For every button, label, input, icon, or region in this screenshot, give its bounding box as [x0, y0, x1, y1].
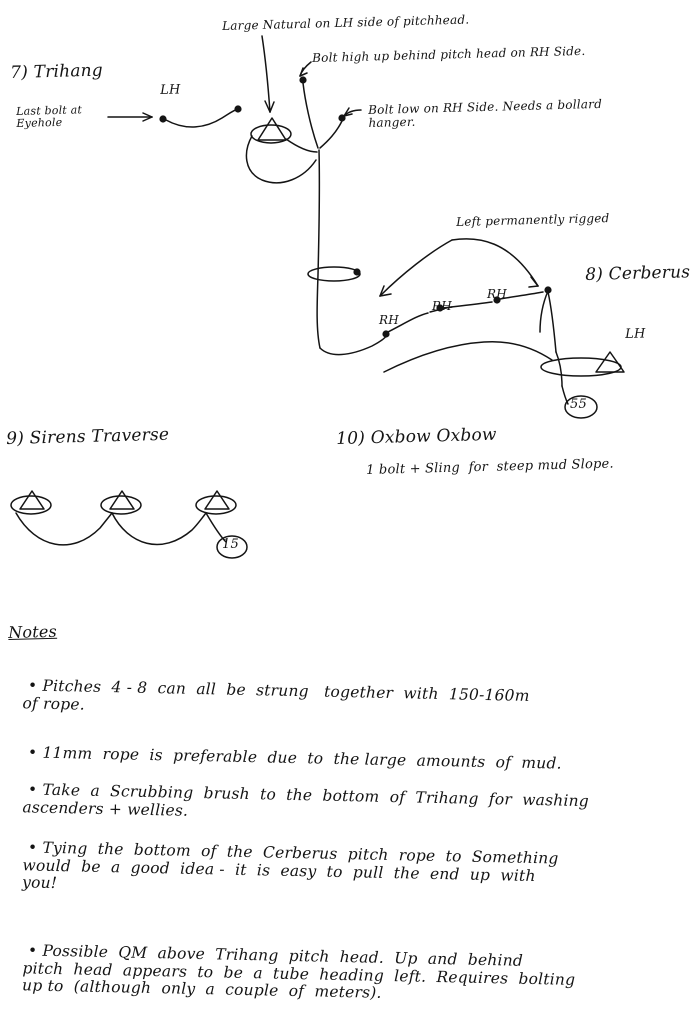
bullet-icon: • — [27, 941, 43, 961]
label-cerberus-lh: LH — [624, 326, 646, 342]
label-sirens-length: 15 — [222, 537, 239, 552]
arrow-permanently-rigged — [380, 239, 538, 296]
label-oxbow-detail: 1 bolt + Sling for steep mud Slope. — [365, 456, 615, 478]
cerberus-lh-anchor — [541, 352, 624, 376]
cerberus-bolt-1 — [382, 330, 389, 337]
label-large-natural: Large Natural on LH side of pitchhead. — [221, 12, 470, 33]
label-cerberus-rh-1: RH — [379, 313, 399, 327]
arrow-bolt-high — [300, 62, 311, 76]
arrow-last-bolt — [108, 113, 152, 121]
diagram-title-cerberus: 8) Cerberus — [584, 262, 691, 285]
label-left-permanently-rigged: Left permanently rigged — [455, 210, 610, 229]
label-cerberus-rh-2: RH — [432, 299, 452, 313]
notes-heading: Notes — [7, 621, 58, 642]
label-trihang-lh: LH — [159, 82, 181, 98]
label-last-bolt-eyehole: Last bolt at Eyehole — [15, 103, 83, 131]
notes-item-text: Tying the bottom of the Cerberus pitch rope to Something would be a good idea - it is easy to pull the end up with you! — [6, 839, 559, 893]
notes-item-text: Pitches 4 - 8 can all be strung together with 150-160m of rope. — [6, 677, 530, 714]
rebelay-bolt-dot — [353, 268, 360, 275]
bullet-icon: • — [27, 838, 43, 858]
label-bolt-low: Bolt low on RH Side. Needs a bollard hanger. — [367, 96, 603, 131]
notes-item-text: Possible QM above Trihang pitch head. Up and behind pitch head appears to be a tube heading left. Requires bolting up to (although only a couple of meters). — [6, 942, 576, 1002]
diagram-title-trihang: 7) Trihang — [9, 60, 104, 83]
diagram-title-oxbow: 10) Oxbow Oxbow — [335, 424, 497, 449]
bolt-dot-lh — [159, 115, 166, 122]
notes-item-text: Take a Scrubbing brush to the bottom of Trihang for washing ascenders + wellies. — [6, 781, 590, 820]
natural-anchor-triangle — [251, 118, 291, 143]
notes-item — [6, 822, 698, 923]
arrow-bolt-low — [344, 108, 361, 116]
bullet-icon: • — [27, 743, 43, 763]
notes-item — [6, 925, 698, 1026]
sirens-traverse-art — [11, 491, 236, 545]
bullet-icon: • — [27, 780, 43, 800]
notes-item-text: 11mm rope is preferable due to the large amounts of mud. — [42, 744, 562, 773]
label-bolt-high: Bolt high up behind pitch head on RH Side. — [311, 43, 586, 65]
rebelay-loop — [308, 267, 360, 281]
label-cerberus-rh-3: RH — [487, 287, 507, 301]
label-cerberus-depth: 55 — [570, 397, 587, 412]
arrow-large-natural — [262, 36, 274, 112]
diagram-title-sirens: 9) Sirens Traverse — [5, 424, 170, 449]
bolt-dot-natural — [234, 105, 241, 112]
bullet-icon: • — [27, 676, 43, 696]
